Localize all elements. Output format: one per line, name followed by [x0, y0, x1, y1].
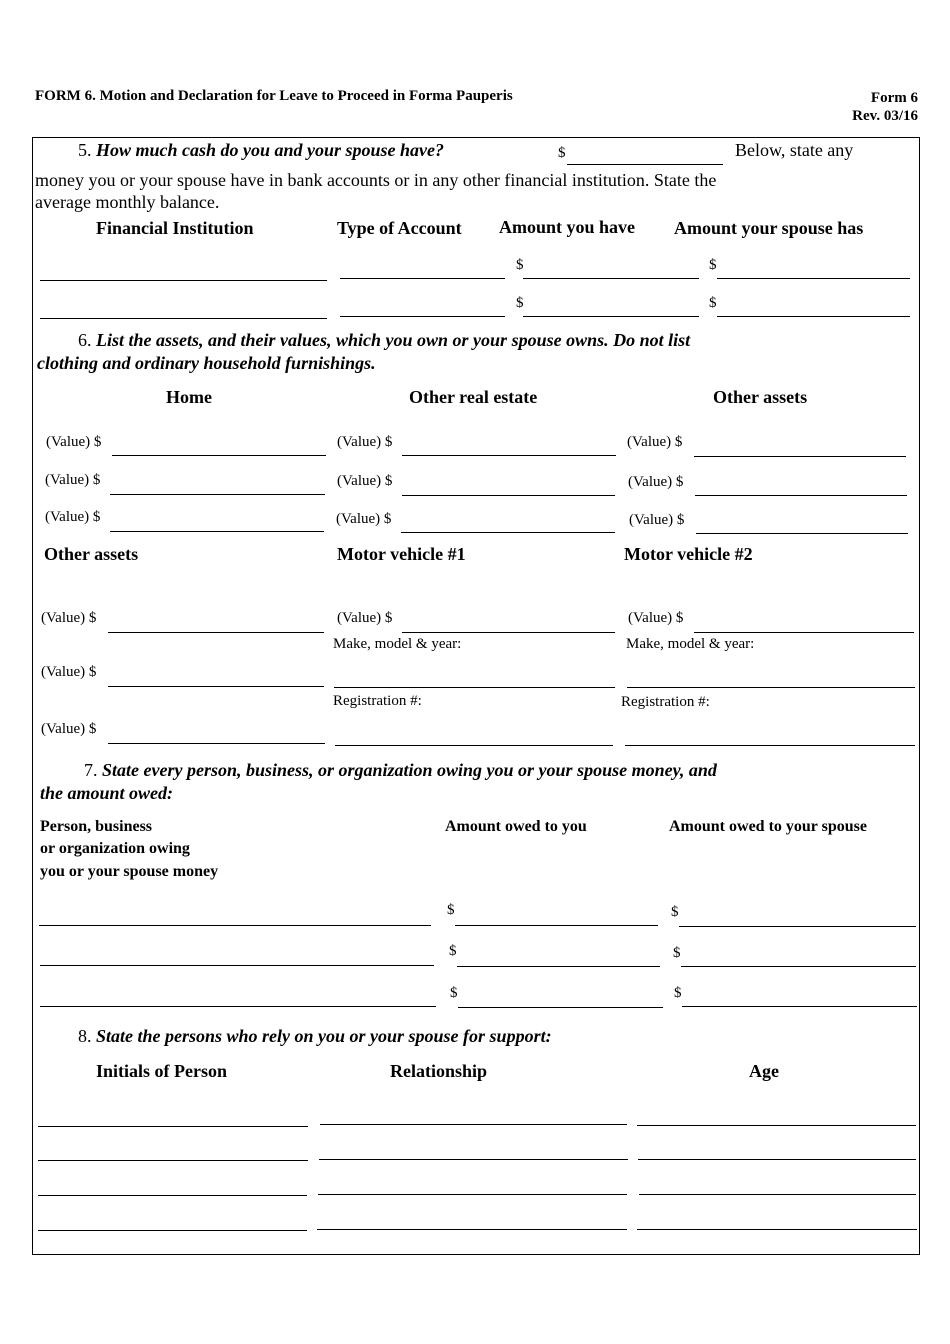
- q5-cash-field[interactable]: [567, 164, 723, 165]
- q6-col-vehicle-2: Motor vehicle #2: [624, 544, 753, 564]
- q7-question-text-1: State every person, business, or organization owing you or your spouse money, and: [102, 760, 717, 780]
- q8-age-field-1[interactable]: [637, 1125, 916, 1126]
- q6-otherassets2-value-field-1[interactable]: [108, 632, 324, 633]
- q7-owed-spouse-field-3[interactable]: [682, 1006, 917, 1007]
- q5-amount-spouse-field-2[interactable]: [717, 316, 910, 317]
- q6-otherassets-value-field-3[interactable]: [696, 533, 908, 534]
- q6-vehicle2-make-label: Make, model & year:: [626, 636, 755, 652]
- q5-continuation-2: average monthly balance.: [35, 192, 220, 212]
- q6-realestate-value-field-3[interactable]: [401, 532, 615, 533]
- q6-otherassets-value-field-2[interactable]: [695, 495, 907, 496]
- q6-otherassets-value-label-2: (Value) $: [628, 474, 684, 490]
- q6-number: 6.: [78, 330, 92, 350]
- q6-home-value-field-1[interactable]: [112, 455, 326, 456]
- q6-vehicle1-value-field[interactable]: [402, 632, 615, 633]
- q6-vehicle1-make-label: Make, model & year:: [333, 636, 462, 652]
- q5-type-field-2[interactable]: [340, 316, 505, 317]
- q6-otherassets-value-label-1: (Value) $: [627, 434, 683, 450]
- q5-amount-spouse-field-1[interactable]: [717, 278, 910, 279]
- q5-amount-you-field-1[interactable]: [523, 278, 699, 279]
- q7-owed-you-field-3[interactable]: [458, 1007, 663, 1008]
- q8-initials-field-4[interactable]: [38, 1230, 307, 1231]
- q5-after-text: Below, state any: [735, 140, 854, 160]
- q6-realestate-value-label-2: (Value) $: [337, 473, 393, 489]
- q7-col-person-line-1: Person, business: [40, 818, 153, 835]
- q6-realestate-value-field-1[interactable]: [402, 455, 616, 456]
- q5-dollar-sign: $: [558, 145, 566, 161]
- q8-col-relationship: Relationship: [390, 1061, 488, 1081]
- q6-realestate-value-label-1: (Value) $: [337, 434, 393, 450]
- q5-dollar-you-2: $: [516, 295, 524, 311]
- q6-col-home: Home: [166, 387, 212, 407]
- q5-col-amount-spouse: Amount your spouse has: [674, 218, 864, 238]
- form-number: Form 6: [870, 90, 918, 106]
- q6-realestate-value-label-3: (Value) $: [336, 511, 392, 527]
- q7-dollar-spouse-1: $: [671, 904, 679, 920]
- q6-otherassets-value-field-1[interactable]: [694, 456, 906, 457]
- q7-owed-you-field-2[interactable]: [457, 966, 660, 967]
- q5-col-amount-you: Amount you have: [499, 217, 636, 237]
- q7-question-line-2: the amount owed:: [40, 783, 174, 803]
- q6-vehicle1-value-label: (Value) $: [337, 610, 393, 626]
- q6-otherassets2-value-field-3[interactable]: [108, 743, 325, 744]
- q6-col-other-assets: Other assets: [713, 387, 808, 407]
- q5-dollar-you-1: $: [516, 257, 524, 273]
- q5-dollar-spouse-1: $: [709, 257, 717, 273]
- q6-otherassets2-value-label-3: (Value) $: [41, 721, 97, 737]
- q6-question-text-1: List the assets, and their values, which you own or your spouse owns. Do not list: [96, 330, 691, 350]
- q8-age-field-2[interactable]: [638, 1159, 916, 1160]
- form-box: [32, 137, 920, 1255]
- q8-initials-field-3[interactable]: [38, 1195, 307, 1196]
- q7-dollar-spouse-2: $: [673, 945, 681, 961]
- q6-col-vehicle-1: Motor vehicle #1: [337, 544, 466, 564]
- q7-owed-spouse-field-1[interactable]: [679, 926, 916, 927]
- q7-owed-you-field-1[interactable]: [455, 925, 658, 926]
- q5-continuation-1: money you or your spouse have in bank accounts or in any other financial institution. State the: [35, 170, 717, 190]
- q8-relationship-field-3[interactable]: [318, 1194, 627, 1195]
- q7-dollar-spouse-3: $: [674, 985, 682, 1001]
- q6-home-value-label-2: (Value) $: [45, 472, 101, 488]
- q6-home-value-field-3[interactable]: [110, 531, 324, 532]
- q7-col-person-line-3: you or your spouse money: [40, 863, 219, 880]
- q7-col-owed-you: Amount owed to you: [445, 818, 587, 835]
- q7-number: 7.: [84, 760, 98, 780]
- q6-col-other-assets-2: Other assets: [44, 544, 139, 564]
- q5-question-text: How much cash do you and your spouse have?: [96, 140, 445, 160]
- q6-question-line-1: [78, 330, 690, 351]
- q8-col-age: Age: [749, 1061, 779, 1081]
- q5-question: [78, 140, 444, 161]
- q6-home-value-field-2[interactable]: [110, 494, 325, 495]
- q8-question: [78, 1026, 552, 1047]
- q6-otherassets2-value-field-2[interactable]: [108, 686, 324, 687]
- q6-vehicle2-value-label: (Value) $: [628, 610, 684, 626]
- q8-age-field-3[interactable]: [639, 1194, 916, 1195]
- q7-person-field-2[interactable]: [40, 965, 434, 966]
- q5-dollar-spouse-2: $: [709, 295, 717, 311]
- q5-amount-you-field-2[interactable]: [523, 316, 699, 317]
- q8-col-initials: Initials of Person: [96, 1061, 228, 1081]
- q7-dollar-you-1: $: [447, 902, 455, 918]
- q8-relationship-field-4[interactable]: [317, 1229, 627, 1230]
- q6-vehicle2-make-field[interactable]: [627, 687, 915, 688]
- q6-vehicle2-registration-label: Registration #:: [621, 694, 710, 710]
- q7-col-owed-spouse: Amount owed to your spouse: [669, 818, 867, 835]
- q7-person-field-3[interactable]: [40, 1006, 436, 1007]
- q8-age-field-4[interactable]: [637, 1229, 917, 1230]
- q7-question-line-1: [84, 760, 717, 781]
- q5-institution-field-1[interactable]: [40, 280, 327, 281]
- q8-number: 8.: [78, 1026, 92, 1046]
- q7-dollar-you-2: $: [449, 943, 457, 959]
- q6-vehicle1-registration-label: Registration #:: [333, 693, 422, 709]
- q8-initials-field-2[interactable]: [38, 1160, 308, 1161]
- q6-vehicle2-registration-field[interactable]: [625, 745, 915, 746]
- q6-otherassets-value-label-3: (Value) $: [629, 512, 685, 528]
- q5-number: 5.: [78, 140, 92, 160]
- q8-question-text: State the persons who rely on you or your spouse for support:: [96, 1026, 552, 1046]
- q8-initials-field-1[interactable]: [38, 1126, 308, 1127]
- q6-home-value-label-3: (Value) $: [45, 509, 101, 525]
- q8-relationship-field-1[interactable]: [320, 1124, 627, 1125]
- q6-realestate-value-field-2[interactable]: [402, 495, 615, 496]
- q6-vehicle2-value-field[interactable]: [694, 632, 914, 633]
- q6-otherassets2-value-label-1: (Value) $: [41, 610, 97, 626]
- q6-otherassets2-value-label-2: (Value) $: [41, 664, 97, 680]
- q6-home-value-label-1: (Value) $: [46, 434, 102, 450]
- q8-relationship-field-2[interactable]: [319, 1159, 628, 1160]
- q6-question-line-2: clothing and ordinary household furnishings.: [37, 353, 376, 373]
- form-revision: Rev. 03/16: [852, 108, 918, 124]
- q6-col-other-real-estate: Other real estate: [409, 387, 538, 407]
- q7-col-person-line-2: or organization owing: [40, 840, 190, 857]
- form-title: FORM 6. Motion and Declaration for Leave to Proceed in Forma Pauperis: [35, 88, 513, 104]
- q7-dollar-you-3: $: [450, 985, 458, 1001]
- q6-vehicle1-registration-field[interactable]: [335, 745, 613, 746]
- q5-type-field-1[interactable]: [340, 278, 505, 279]
- q7-owed-spouse-field-2[interactable]: [681, 966, 916, 967]
- q7-person-field-1[interactable]: [39, 925, 431, 926]
- q5-col-institution: Financial Institution: [96, 218, 254, 238]
- q5-col-type: Type of Account: [337, 218, 462, 238]
- q5-institution-field-2[interactable]: [40, 318, 327, 319]
- q6-vehicle1-make-field[interactable]: [334, 687, 615, 688]
